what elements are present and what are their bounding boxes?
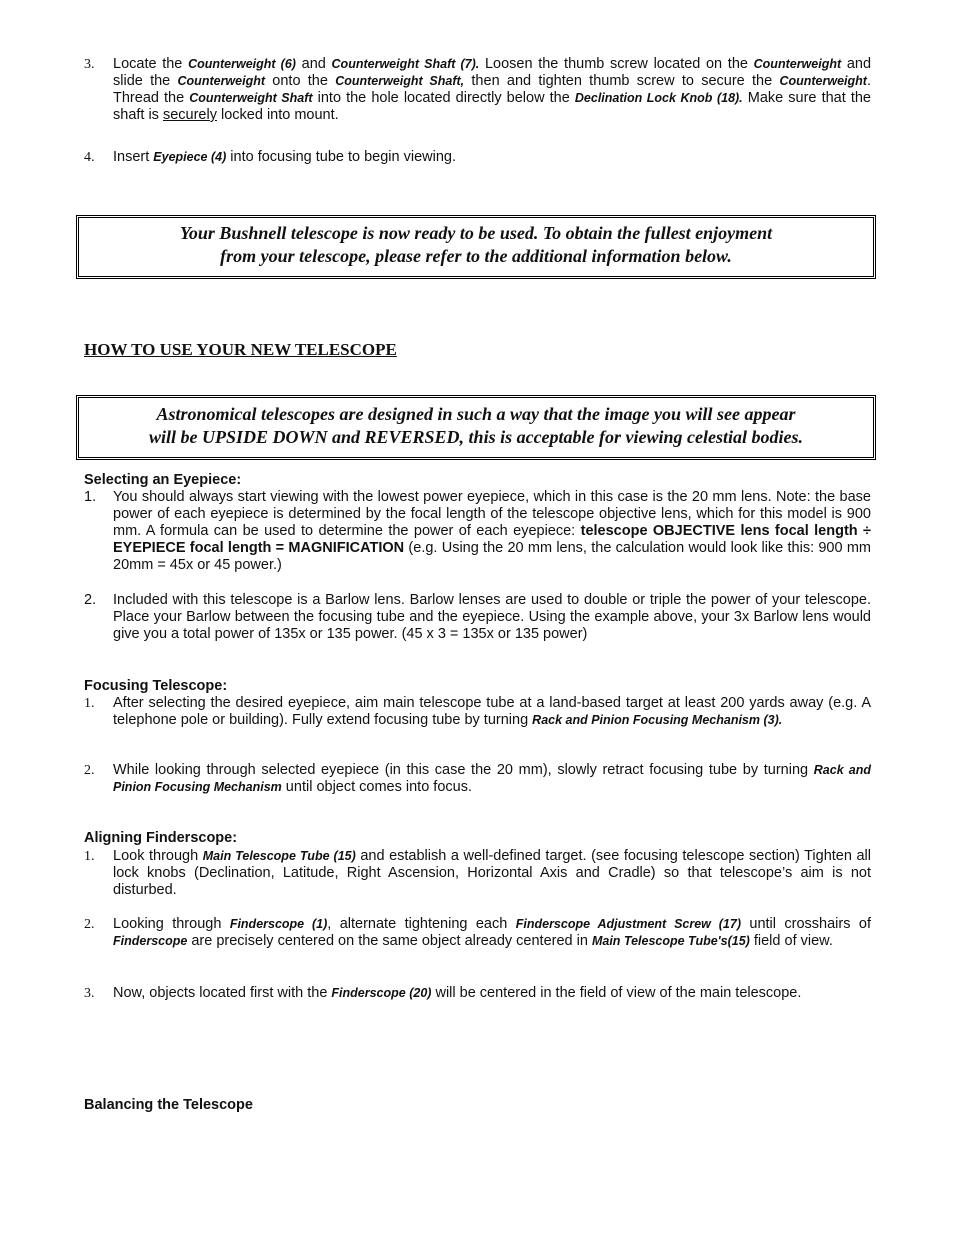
part-reference: Declination Lock Knob (18). <box>574 91 743 105</box>
part-reference: Main Telescope Tube (15) <box>202 849 356 863</box>
focusing-item-1 <box>84 695 871 729</box>
magnification-formula: telescope OBJECTIVE lens focal length ÷ EYEPIECE focal length = MAGNIFICATION <box>113 523 872 556</box>
orientation-notice-line-1: Astronomical telescopes are designed in such a way that the image you will see appear <box>156 404 796 424</box>
text-run: Now, objects located first with the <box>113 985 332 1001</box>
part-reference: Counterweight Shaft <box>189 91 313 105</box>
item-text: Included with this telescope is a Barlow lens. Barlow lenses are used to double or triple the power of your telescope. Place your Barlow between the focusing tube and the eyepiece. Using the example above, your 3x Barlow lens would give you a total power of 135x or 135 power. (45 x 3 = 135x or 135 power) <box>113 592 871 642</box>
text-run: and <box>295 56 332 72</box>
text-run: until crosshairs of <box>740 916 871 932</box>
setup-step-3 <box>84 56 871 124</box>
item-number: 2. <box>84 917 95 932</box>
part-reference: Finderscope (1) <box>229 917 328 931</box>
text-run: until object comes into focus. <box>281 779 472 795</box>
part-reference: Eyepiece (4) <box>153 150 227 164</box>
underlined-word: securely <box>162 107 217 123</box>
item-number: 3. <box>84 986 95 1001</box>
item-number: 1. <box>84 489 97 505</box>
part-reference: Counterweight <box>177 74 266 88</box>
item-text <box>113 762 871 796</box>
text-run: are precisely centered on the same object already centered in <box>187 933 592 949</box>
text-run: field of view. <box>749 933 833 949</box>
text-run: After selecting the desired eyepiece, aim main telescope tube at a land-based target at least 200 yards away (e.g. A telephone pole or building). Fully extend focusing tube by turning <box>113 695 871 728</box>
part-reference: Counterweight Shaft (7). <box>331 57 480 71</box>
item-text <box>113 916 871 950</box>
ready-notice-line-1: Your Bushnell telescope is now ready to be used. To obtain the fullest enjoyment <box>179 223 773 243</box>
text-run: Insert <box>113 149 154 165</box>
part-reference: Finderscope Adjustment Screw (17) <box>515 917 741 931</box>
item-text <box>113 985 871 1002</box>
part-reference: Finderscope <box>113 934 188 948</box>
part-reference: Counterweight <box>753 57 842 71</box>
item-text <box>113 695 871 729</box>
text-run: into focusing tube to begin viewing. <box>226 149 456 165</box>
step-number: 4. <box>84 150 95 165</box>
text-run: Make sure that the shaft is <box>113 90 871 123</box>
part-reference: Counterweight (6) <box>188 57 296 71</box>
item-number: 2. <box>84 592 97 608</box>
eyepiece-item-2 <box>84 592 871 643</box>
text-run: You should always start viewing with the lowest power eyepiece, which in this case is the 20 mm lens. Note: the base power of each eyepiece is determined by the focal length of the telescope objective lens, which for this model is 900 mm. A formula can be used to determine the power of each eyepiece: <box>113 489 871 539</box>
item-number: 1. <box>84 849 95 864</box>
text-run: . Thread the <box>113 73 871 106</box>
text-run: Looking through <box>113 916 230 932</box>
part-reference: Finderscope (20) <box>331 986 432 1000</box>
finderscope-item-2 <box>84 916 871 950</box>
text-run: (e.g. Using the 20 mm lens, the calculation would look like this: 900 mm 20mm = 45x or 45 power.) <box>113 540 871 573</box>
setup-step-4 <box>84 149 871 166</box>
item-text <box>113 848 871 899</box>
step-number: 3. <box>84 57 95 72</box>
eyepiece-item-1 <box>84 489 871 574</box>
how-to-use-heading: HOW TO USE YOUR NEW TELESCOPE <box>84 340 397 359</box>
text-run: then and tighten thumb screw to secure the <box>464 73 780 89</box>
balancing-telescope-heading: Balancing the Telescope <box>84 1097 253 1113</box>
ready-notice-line-2: from your telescope, please refer to the additional information below. <box>220 246 732 266</box>
text-run: locked into mount. <box>216 107 339 123</box>
item-text <box>113 489 871 574</box>
finderscope-item-1 <box>84 848 871 899</box>
part-reference: Counterweight Shaft, <box>335 74 465 88</box>
ready-notice-box <box>76 215 876 279</box>
text-run: , alternate tightening each <box>327 916 516 932</box>
step-text <box>113 149 871 166</box>
selecting-eyepiece-heading: Selecting an Eyepiece: <box>84 472 242 488</box>
text-run: and slide the <box>113 56 872 89</box>
part-reference: Rack and Pinion Focusing Mechanism (3). <box>532 713 783 727</box>
aligning-finderscope-heading: Aligning Finderscope: <box>84 830 238 846</box>
text-run: While looking through selected eyepiece (in this case the 20 mm), slowly retract focusing tube by turning <box>113 762 814 778</box>
text-run: Look through <box>113 848 203 864</box>
part-reference: Main Telescope Tube's(15) <box>591 934 750 948</box>
text-run: onto the <box>265 73 336 89</box>
focusing-telescope-heading: Focusing Telescope: <box>84 678 228 694</box>
finderscope-item-3 <box>84 985 871 1002</box>
image-orientation-notice-box <box>76 395 876 460</box>
part-reference: Counterweight <box>779 74 867 88</box>
text-run: Locate the <box>113 56 189 72</box>
item-number: 1. <box>84 696 95 711</box>
focusing-item-2 <box>84 762 871 796</box>
text-run: Loosen the thumb screw located on the <box>479 56 754 72</box>
orientation-notice-line-2: will be UPSIDE DOWN and REVERSED, this is acceptable for viewing celestial bodies. <box>148 427 804 447</box>
text-run: will be centered in the field of view of the main telescope. <box>431 985 802 1001</box>
item-number: 2. <box>84 763 95 778</box>
text-run: and establish a well-defined target. (see focusing telescope section) Tighten all lock knobs (Declination, Latitude, Right Ascension, Horizontal Axis and Cradle) so that telescope’s aim is not disturbed. <box>113 848 871 898</box>
text-run: into the hole located directly below the <box>312 90 575 106</box>
step-text <box>113 56 871 124</box>
part-reference: Rack and Pinion Focusing Mechanism <box>113 763 871 794</box>
